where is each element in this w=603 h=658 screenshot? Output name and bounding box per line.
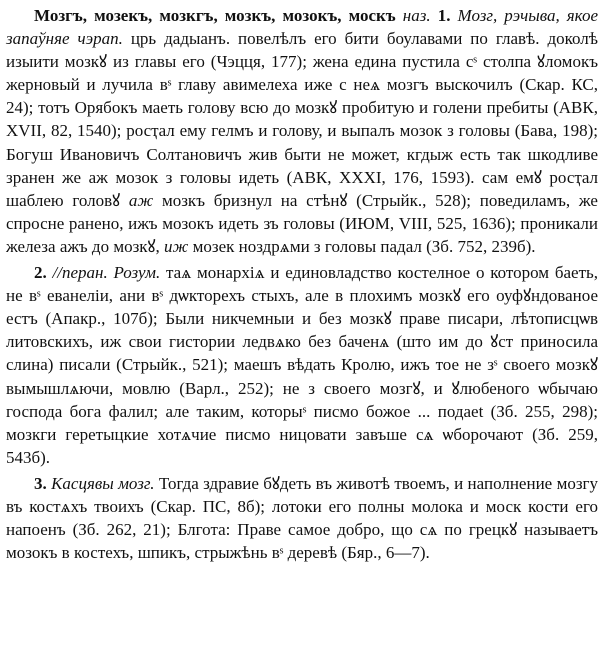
citation-text: мозкъ бризнул на стѣнꙋ (Стрыйк., 528); поведиламъ, же спросне ранено, ижъ мозокъ идеть зъ головы (ИЮМ, VIII, 525, 1636); проникали железа ажъ до мозкꙋ, bbox=[6, 190, 598, 256]
gloss-text: Касцявы мозг. bbox=[51, 473, 155, 493]
gloss-text: Мозг, рэчыва, якое запаўняе чэрап. bbox=[6, 6, 599, 49]
gloss-text: наз. bbox=[402, 6, 431, 25]
headword-text: 2. bbox=[34, 263, 47, 283]
gloss-text: аж bbox=[128, 190, 154, 210]
citation-text: црь дадыанъ. повелѣлъ его бити боулавами по главѣ. доколѣ изыити мозкꙋ из главы его (Чэцця, 177); жена едина пустила сˢ столпа ꙋломокъ жерновый и лучила вˢ главу авимелеха иже с неѧ мозгъ выскочилъ (Скар. КС, 24); тотъ Орябокъ маеть голову всю до мозкꙋ пробитую и голени пребиты (АВК, XVII, 82, 1540); росҭал ему гелмъ и голову, и выпалъ мозок з головы (Бава, 198); Богуш Ивановичъ Солтановичъ жив быти не может, кгдыж есть так шкодливе зранен же аж мозок з головы идеть (АВК, XXXI, 176, 1593). сам емꙋ росҭал шаблею головꙋ bbox=[6, 29, 598, 210]
citation-text: Тогда здравие бꙋдеть въ животѣ твоемъ, и наполнение мозгу въ костѧхъ твоихъ (Скар. ПС, 8б); лотоки его полны молока и моск кости его напоенъ (Зб. 262, 21); Блгота: Праве самое добро, що сѧ по грецкꙋ называетъ мозокъ в костехъ, шпикъ, стрыжѣнь вˢ деревѣ (Бяр., 6—7). bbox=[6, 473, 599, 563]
headword-text: 3. bbox=[34, 473, 47, 493]
entry-sense-1 bbox=[6, 4, 598, 258]
gloss-text: //перан. Розум. bbox=[52, 263, 161, 283]
entry-sense-2 bbox=[6, 261, 598, 469]
headword-text: Мозгъ, мозекъ, мозкгъ, мозкъ, мозокъ, москъ bbox=[34, 6, 396, 25]
citation-text bbox=[431, 6, 438, 25]
citation-text bbox=[396, 6, 403, 25]
citation-text bbox=[450, 6, 457, 25]
citation-text: мозек ноздрѧми з головы падал (Зб. 752, 239б). bbox=[188, 236, 536, 256]
gloss-text: иж bbox=[164, 236, 189, 256]
citation-text: таѧ монархіѧ и единовладство костелное о котором баеть, не вˢ еванеліи, ани вˢ дѡкторехъ стыхъ, але в плохимъ мозкꙋ его оуфꙋндованое естъ (Апакр., 107б); Были никчемныи и без мозкꙋ праве писари, лѣтописцѡв литовскихъ, иж свои гистории ледвѧко без баченѧ (што им до ꙋст приносила слина) писали (Стрыйк., 521); маешъ вѣдать Кролю, ижъ тое не зˢ своего мозкꙋ вымышлѧючи, мовлю (Варл., 252); не з своего мозгꙋ, и ꙋлюбеного ѡбычаю господа бога фалил; але таким, которыˢ писмо божое ... подаеt (Зб. 255, 298); мозкги геретыцкие хотѧчие писмо ницовати завъше сѧ ѡборочают (Зб. 259, 543б). bbox=[6, 263, 598, 467]
headword-text: 1. bbox=[437, 6, 451, 25]
entry-sense-3 bbox=[6, 472, 598, 564]
